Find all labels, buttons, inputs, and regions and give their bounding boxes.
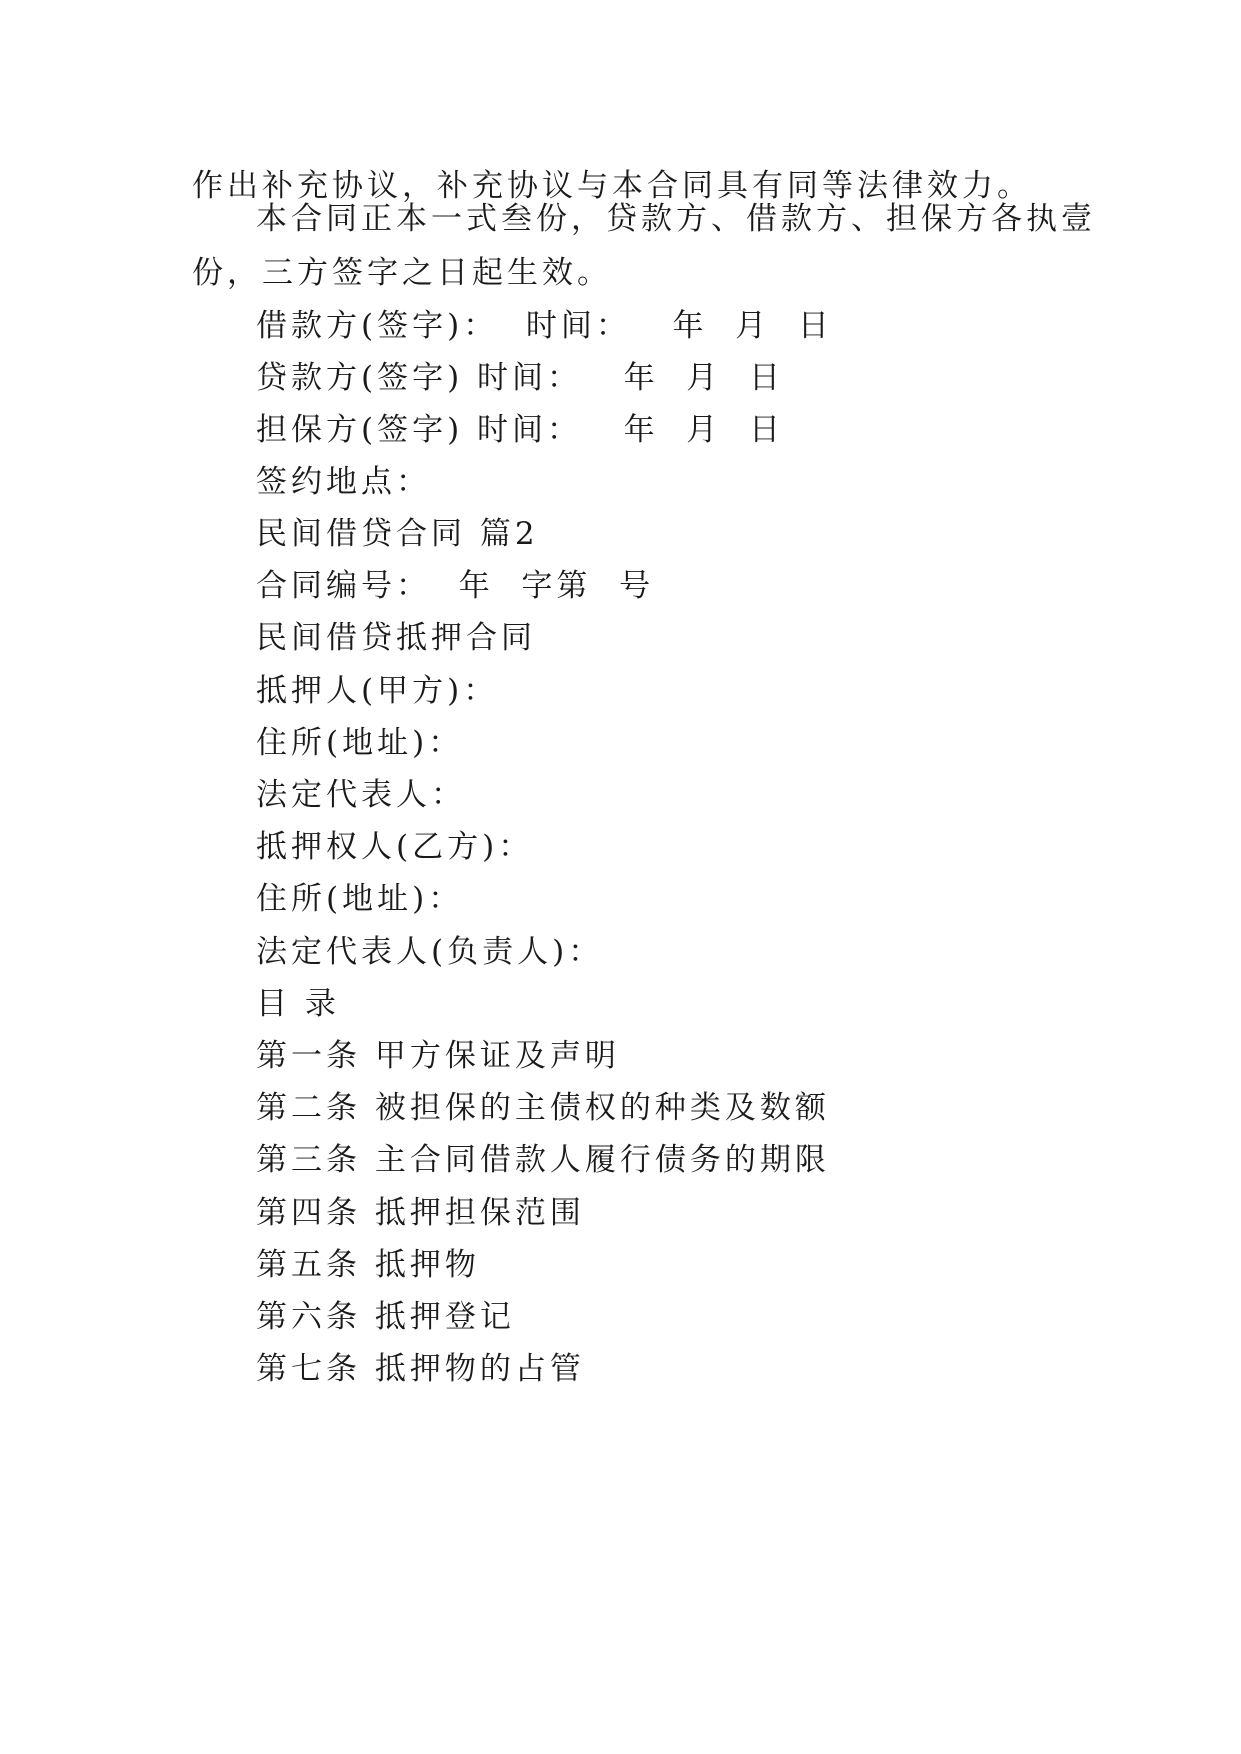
toc-heading: 目 录 [256, 986, 340, 1022]
toc-item: 第二条 被担保的主债权的种类及数额 [256, 1090, 830, 1126]
party-field: 住所(地址)： [256, 881, 464, 917]
paragraph-line: 作出补充协议，补充协议与本合同具有同等法律效力。 [192, 168, 1032, 204]
contract-title: 民间借贷抵押合同 [256, 620, 536, 656]
party-field: 抵押人(甲方)： [256, 673, 499, 709]
paragraph-line: 本合同正本一式叁份，贷款方、借款方、担保方各执壹 [256, 201, 1096, 237]
party-field: 法定代表人(负责人)： [256, 934, 604, 970]
party-field: 住所(地址)： [256, 725, 464, 761]
toc-item: 第七条 抵押物的占管 [256, 1351, 585, 1387]
signature-line-lender: 贷款方(签字) 时间： 年 月 日 [256, 360, 785, 396]
contract-number-line: 合同编号： 年 字第 号 [256, 568, 655, 604]
toc-item: 第三条 主合同借款人履行债务的期限 [256, 1142, 830, 1178]
party-field: 法定代表人： [256, 777, 466, 813]
toc-item: 第五条 抵押物 [256, 1247, 480, 1283]
signature-line-borrower: 借款方(签字)： 时间： 年 月 日 [256, 308, 833, 344]
toc-item: 第一条 甲方保证及声明 [256, 1038, 620, 1074]
party-field: 抵押权人(乙方)： [256, 829, 534, 865]
toc-item: 第四条 抵押担保范围 [256, 1195, 585, 1231]
signing-place-line: 签约地点： [256, 464, 431, 500]
toc-item: 第六条 抵押登记 [256, 1299, 515, 1335]
signature-line-guarantor: 担保方(签字) 时间： 年 月 日 [256, 412, 785, 448]
paragraph-line: 份，三方签字之日起生效。 [192, 255, 612, 291]
section-heading: 民间借贷合同 篇2 [256, 516, 539, 552]
